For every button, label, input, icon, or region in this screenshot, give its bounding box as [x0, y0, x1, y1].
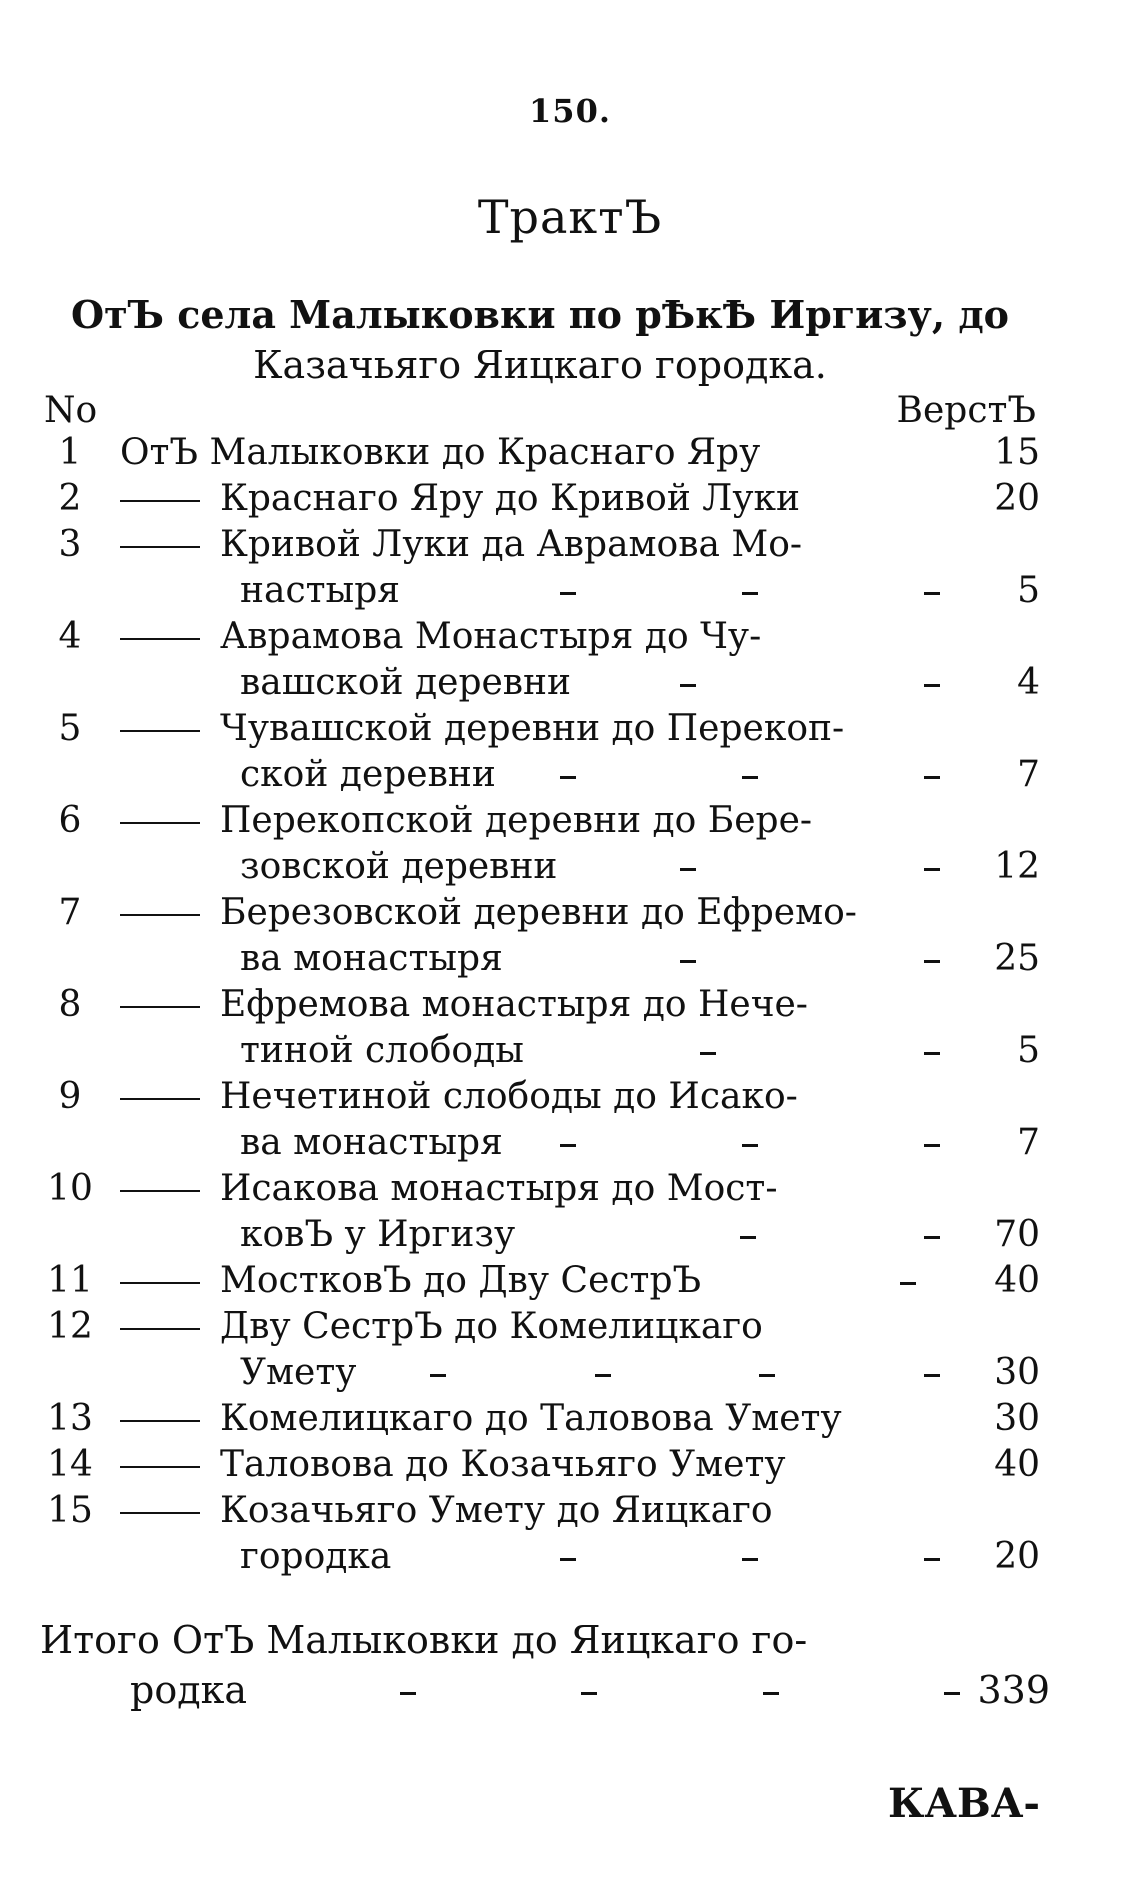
row-versts: 40	[994, 1444, 1040, 1485]
row-number: 13	[47, 1398, 93, 1439]
row-text: Нечетиной слободы до Исако-	[220, 1076, 798, 1117]
ditto-dash	[120, 822, 200, 824]
ditto-dash	[120, 1328, 200, 1330]
leader-dashes	[400, 1668, 960, 1695]
leader-dashes	[680, 846, 940, 871]
catchword: КАВА-	[888, 1780, 1040, 1827]
ditto-dash	[120, 1466, 200, 1468]
row-versts: 12	[994, 846, 1040, 887]
row-text-continued: вашской деревни	[240, 662, 572, 703]
ditto-dash	[120, 638, 200, 640]
row-text-continued: ва монастыря	[240, 1122, 503, 1163]
leader-dashes	[700, 1030, 940, 1055]
row-text: Таловова до Козачьяго Умету	[220, 1444, 786, 1485]
row-number: 2	[58, 478, 82, 519]
leader-dashes	[900, 1260, 940, 1285]
row-text: ОтЪ Малыковки до Краснаго Яру	[120, 432, 761, 473]
row-text: Дву СестрЪ до Комелицкаго	[220, 1306, 763, 1347]
total-text: Итого ОтЪ Малыковки до Яицкаго го-	[40, 1618, 808, 1662]
row-text: Исакова монастыря до Мост-	[220, 1168, 778, 1209]
row-versts: 30	[994, 1398, 1040, 1439]
subtitle-line-1: ОтЪ села Малыковки по рѢкѢ Иргизу, до	[71, 292, 1009, 337]
row-versts: 30	[994, 1352, 1040, 1393]
leader-dashes	[740, 1214, 940, 1239]
ditto-dash	[120, 1190, 200, 1192]
leader-dashes	[560, 1536, 940, 1561]
column-header-versts: ВерстЪ	[896, 390, 1036, 431]
row-number: 3	[58, 524, 82, 565]
row-text-continued: ской деревни	[240, 754, 496, 795]
route-subtitle	[40, 290, 1040, 390]
row-versts: 5	[1017, 1030, 1040, 1071]
row-versts: 20	[994, 1536, 1040, 1577]
leader-dashes	[430, 1352, 940, 1377]
row-text: Чувашской деревни до Перекоп-	[220, 708, 845, 749]
row-text: Перекопской деревни до Бере-	[220, 800, 813, 841]
row-text-continued: городка	[240, 1536, 392, 1577]
page-title: ТрактЪ	[477, 190, 663, 244]
row-versts: 25	[994, 938, 1040, 979]
ditto-dash	[120, 730, 200, 732]
ditto-dash	[120, 1098, 200, 1100]
row-text: Козачьяго Умету до Яицкаго	[220, 1490, 773, 1531]
row-number: 8	[58, 984, 82, 1025]
row-text: МостковЪ до Дву СестрЪ	[220, 1260, 702, 1301]
ditto-dash	[120, 1006, 200, 1008]
row-text-continued: настыря	[240, 570, 400, 611]
row-number: 10	[47, 1168, 93, 1209]
row-number: 7	[58, 892, 82, 933]
row-text-continued: тиной слободы	[240, 1030, 524, 1071]
ditto-dash	[120, 1512, 200, 1514]
leader-dashes	[560, 1122, 940, 1147]
leader-dashes	[680, 938, 940, 963]
page-number: 150.	[529, 92, 611, 130]
row-versts: 70	[994, 1214, 1040, 1255]
column-header-number: No	[44, 390, 98, 431]
row-versts: 20	[994, 478, 1040, 519]
ditto-dash	[120, 1282, 200, 1284]
total-versts: 339	[977, 1668, 1050, 1712]
row-versts: 40	[994, 1260, 1040, 1301]
ditto-dash	[120, 1420, 200, 1422]
row-text-continued: ва монастыря	[240, 938, 503, 979]
row-number: 15	[47, 1490, 93, 1531]
row-versts: 4	[1017, 662, 1040, 703]
leader-dashes	[560, 754, 940, 779]
row-text-continued: Умету	[240, 1352, 357, 1393]
total-text-continued: родка	[130, 1668, 248, 1712]
ditto-dash	[120, 546, 200, 548]
subtitle-line-2: Казачьяго Яицкаго городка.	[253, 343, 827, 387]
row-text: Кривой Луки да Аврамова Мо-	[220, 524, 803, 565]
row-text: Краснаго Яру до Кривой Луки	[220, 478, 800, 519]
row-text-continued: ковЪ у Иргизу	[240, 1214, 516, 1255]
leader-dashes	[560, 570, 940, 595]
row-number: 12	[47, 1306, 93, 1347]
row-versts: 7	[1017, 754, 1040, 795]
row-number: 14	[47, 1444, 93, 1485]
leader-dashes	[680, 662, 940, 687]
row-text: Аврамова Монастыря до Чу-	[220, 616, 762, 657]
row-number: 4	[58, 616, 82, 657]
row-text: Ефремова монастыря до Нече-	[220, 984, 808, 1025]
row-versts: 5	[1017, 570, 1040, 611]
row-number: 9	[58, 1076, 82, 1117]
ditto-dash	[120, 914, 200, 916]
row-text-continued: зовской деревни	[240, 846, 558, 887]
ditto-dash	[120, 500, 200, 502]
row-text: Березовской деревни до Ефремо-	[220, 892, 857, 933]
row-number: 1	[58, 432, 82, 473]
row-versts: 7	[1017, 1122, 1040, 1163]
row-number: 6	[58, 800, 82, 841]
row-text: Комелицкаго до Таловова Умету	[220, 1398, 842, 1439]
row-versts: 15	[994, 432, 1040, 473]
row-number: 5	[58, 708, 82, 749]
row-number: 11	[47, 1260, 93, 1301]
